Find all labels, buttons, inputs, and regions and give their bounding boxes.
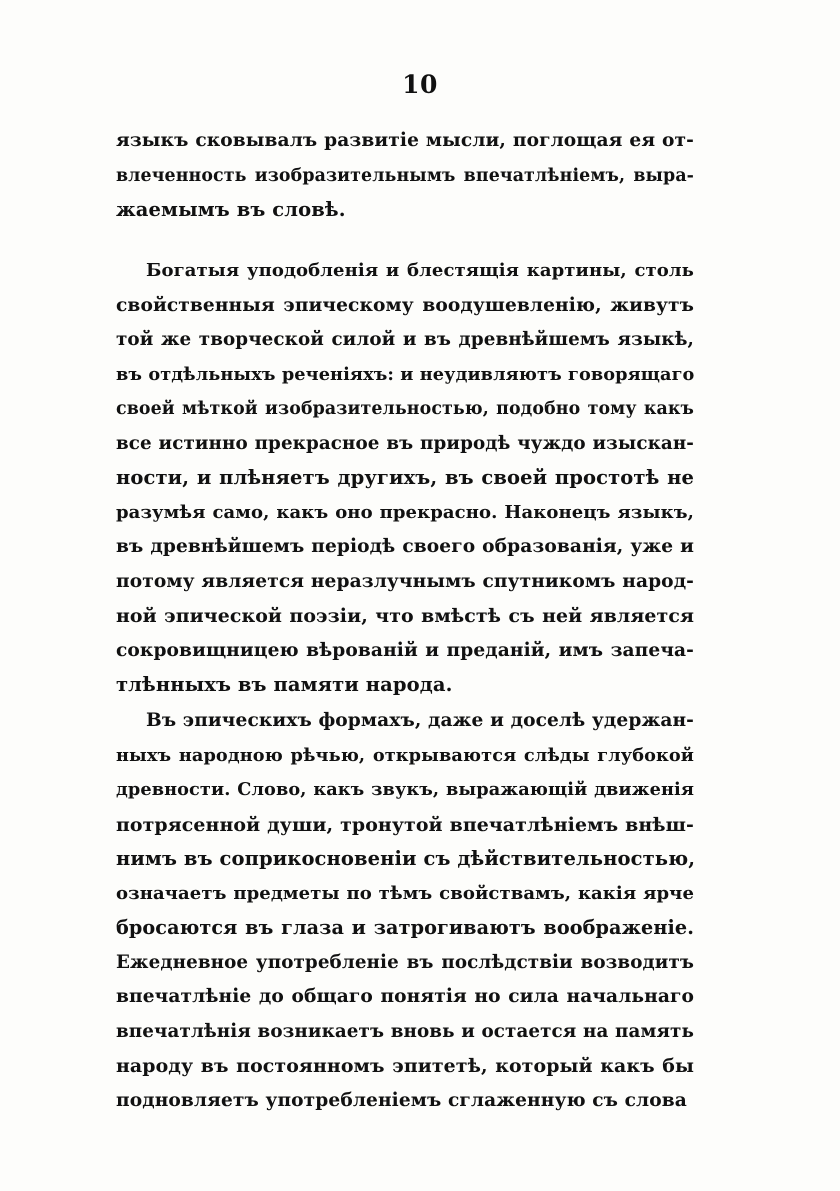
text-line: въ древнѣйшемъ періодѣ своего образованія, уже и [116,536,694,557]
text-line: Въ эпическихъ формахъ, даже и доселѣ удержан- [146,710,694,731]
text-line: бросаются въ глаза и затрогиваютъ воображеніе. [116,916,694,939]
paragraph-language-imagery [116,254,694,703]
text-line: народу въ постоянномъ эпитетѣ, который какъ бы [116,1055,694,1077]
text-line: древности. Слово, какъ звукъ, выражающій движенія [116,779,694,800]
paragraph-continuation [116,124,694,228]
text-line: ныхъ народною рѣчью, открываются слѣды глубокой [116,744,694,766]
text-line: въ отдѣльныхъ реченіяхъ: и неудивляютъ говорящаго [116,363,695,385]
text-line: нимъ въ соприкосновеніи съ дѣйствительностью, [116,847,696,870]
text-line: Ежедневное употребленіе въ послѣдствіи возводитъ [116,951,694,973]
text-line: подновляетъ употребленіемъ сглаженную съ слова [116,1089,687,1111]
text-line: свойственныя эпическому воодушевленію, живутъ [116,294,694,316]
text-line: потрясенной души, тронутой впечатлѣніемъ внѣш- [116,813,694,836]
text-line: разумѣя само, какъ оно прекрасно. Наконецъ языкъ, [116,501,694,523]
paragraph-epic-forms [116,704,694,1118]
text-line: своей мѣткой изобразительностью, подобно тому какъ [116,399,694,419]
text-line: жаемымъ въ словѣ. [116,198,346,221]
text-line: языкъ сковывалъ развитіе мысли, поглощая ея от- [116,130,694,151]
text-line: тлѣнныхъ въ памяти народа. [116,673,453,696]
text-line: все истинно прекрасное въ природѣ чуждо изыскан- [116,432,694,454]
text-line: впечатлѣнія возникаетъ вновь и остается на память [116,1020,694,1042]
text-line: впечатлѣніе до общаго понятія но сила начальнаго [116,986,694,1007]
text-line: ности, и плѣняетъ другихъ, въ своей простотѣ не [116,466,694,489]
page-number: 10 [402,70,438,99]
text-line: той же творческой силой и въ древнѣйшемъ языкѣ, [116,329,694,350]
text-line: Богатыя уподобленія и блестящія картины, столь [146,260,694,281]
text-line: ной эпической поэзіи, что вмѣстѣ съ ней является [116,605,694,627]
text-line: влеченность изобразительнымъ впечатлѣніемъ, выра- [116,165,694,186]
text-line: означаетъ предметы по тѣмъ свойствамъ, какія ярче [116,882,694,904]
text-line: потому является неразлучнымъ спутникомъ народ- [116,570,694,592]
text-line: сокровищницею вѣрованій и преданій, имъ запеча- [116,639,694,661]
